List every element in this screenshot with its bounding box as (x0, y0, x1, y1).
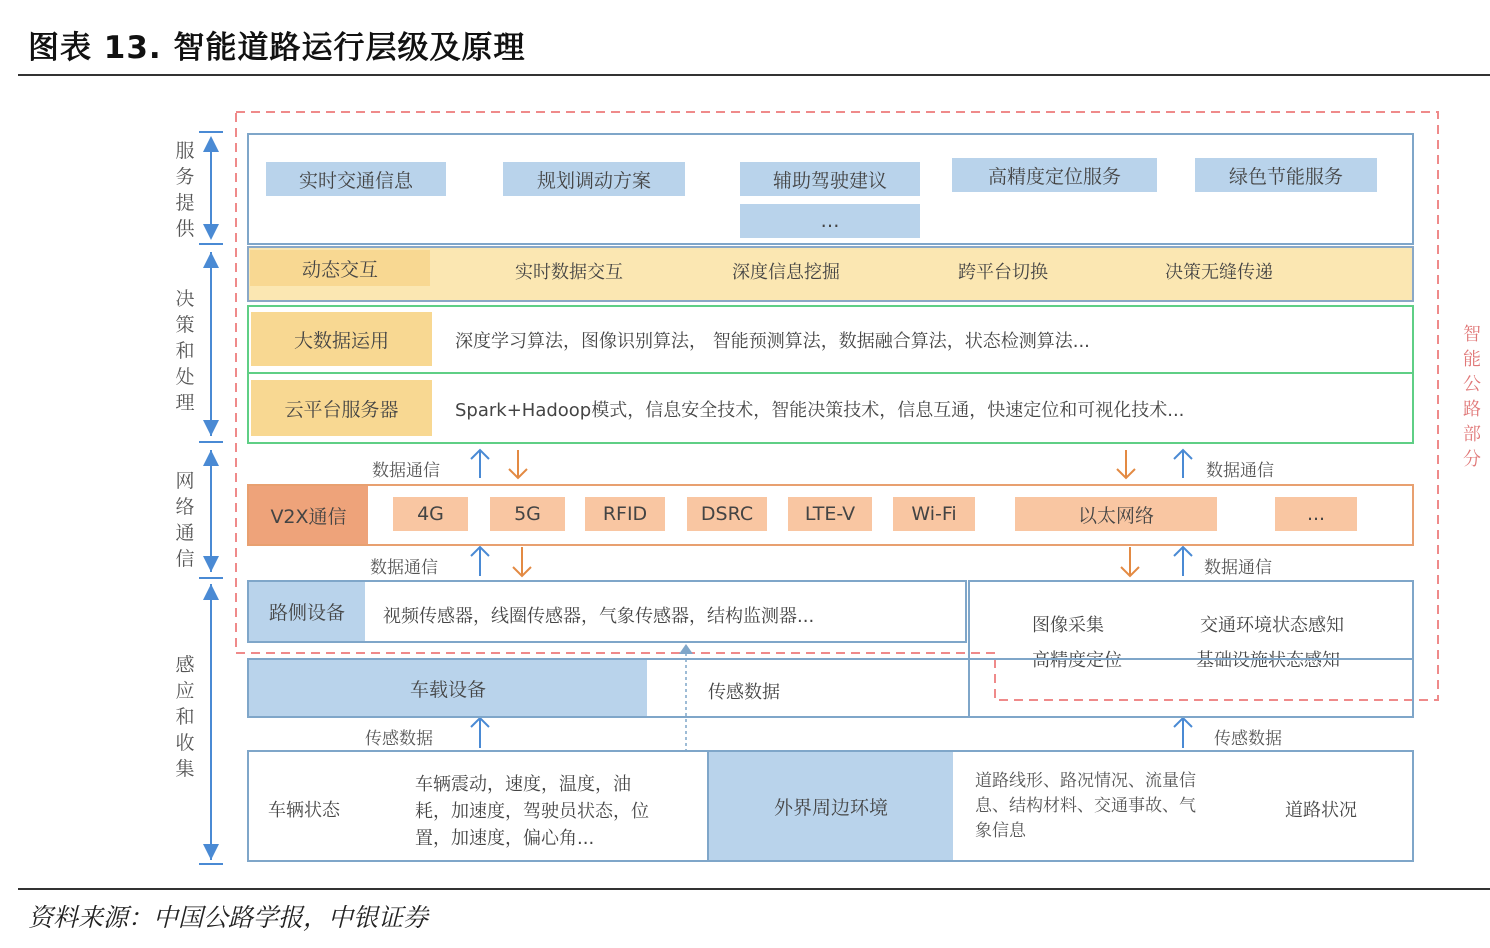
data-comm-label: 数据通信 (1204, 558, 1272, 578)
smart-road-label: 智 能 公 路 部 分 (1463, 324, 1481, 470)
layer-label-network: 网 络 通 信 (175, 470, 195, 570)
network-head: V2X通信 (249, 486, 368, 544)
sensor-data-label: 传感数据 (365, 729, 433, 749)
layer-label-service: 服 务 提 供 (175, 140, 195, 240)
network-item: LTE-V (788, 497, 872, 531)
environment-line: 道路线形、路况情况、流量信 (975, 771, 1196, 791)
layer-label-decision: 决 策 和 处 理 (175, 288, 195, 414)
interaction-item: 深度信息挖掘 (732, 262, 840, 283)
environment-line: 象信息 (975, 821, 1026, 841)
interaction-item: 实时数据交互 (515, 262, 623, 283)
perception-item: 高精度定位 (1032, 650, 1122, 671)
bigdata-head: 大数据运用 (251, 312, 432, 366)
bigdata-text: 深度学习算法，图像识别算法， 智能预测算法，数据融合算法，状态检测算法... (455, 331, 1090, 352)
network-item: Wi-Fi (893, 497, 975, 531)
cloud-head: 云平台服务器 (251, 380, 432, 436)
interaction-head: 动态交互 (250, 250, 430, 286)
roadside-head: 路侧设备 (249, 582, 365, 641)
service-item-realtime-traffic: 实时交通信息 (266, 162, 446, 196)
vehicle-state-line: 耗，加速度，驾驶员状态，位 (415, 801, 649, 822)
service-item-green: 绿色节能服务 (1195, 158, 1377, 192)
sensor-data-label: 传感数据 (708, 682, 780, 703)
interaction-item: 跨平台切换 (958, 262, 1048, 283)
data-comm-label: 数据通信 (1206, 461, 1274, 481)
network-item: DSRC (687, 497, 767, 531)
cloud-text: Spark+Hadoop模式，信息安全技术，智能决策技术，信息互通，快速定位和可视化技术... (455, 400, 1185, 421)
source-divider (707, 752, 709, 860)
perception-item: 交通环境状态感知 (1200, 615, 1344, 636)
network-item: 以太网络 (1015, 497, 1217, 531)
environment-line: 息、结构材料、交通事故、气 (975, 796, 1196, 816)
network-item: ... (1275, 497, 1357, 531)
data-comm-label: 数据通信 (370, 558, 438, 578)
layer-label-sensing: 感 应 和 收 集 (175, 654, 195, 780)
vehicle-state-line: 置，加速度，偏心角... (415, 828, 595, 849)
vehicle-device-head: 车载设备 (249, 660, 647, 716)
service-item-assist-driving: 辅助驾驶建议 (740, 162, 920, 196)
environment-head: 外界周边环境 (709, 752, 953, 860)
source-note: 资料来源：中国公路学报，中银证券 (28, 903, 429, 932)
figure-title: 图表 13. 智能道路运行层级及原理 (28, 30, 526, 66)
service-item-more: … (740, 204, 920, 238)
perception-item: 基础设施状态感知 (1196, 650, 1340, 671)
source-rule (18, 888, 1490, 890)
service-item-positioning: 高精度定位服务 (952, 158, 1157, 192)
network-item: 5G (490, 497, 565, 531)
network-item: RFID (585, 497, 665, 531)
perception-item: 图像采集 (1032, 615, 1104, 636)
sensor-data-label: 传感数据 (1214, 729, 1282, 749)
data-comm-label: 数据通信 (372, 461, 440, 481)
network-item: 4G (393, 497, 468, 531)
vehicle-state-head: 车辆状态 (268, 800, 340, 821)
environment-tail: 道路状况 (1285, 800, 1357, 821)
service-item-planning: 规划调动方案 (503, 162, 685, 196)
vehicle-state-line: 车辆震动，速度，温度，油 (415, 774, 631, 795)
interaction-item: 决策无缝传递 (1165, 262, 1273, 283)
roadside-text: 视频传感器，线圈传感器，气象传感器，结构监测器... (383, 606, 815, 627)
